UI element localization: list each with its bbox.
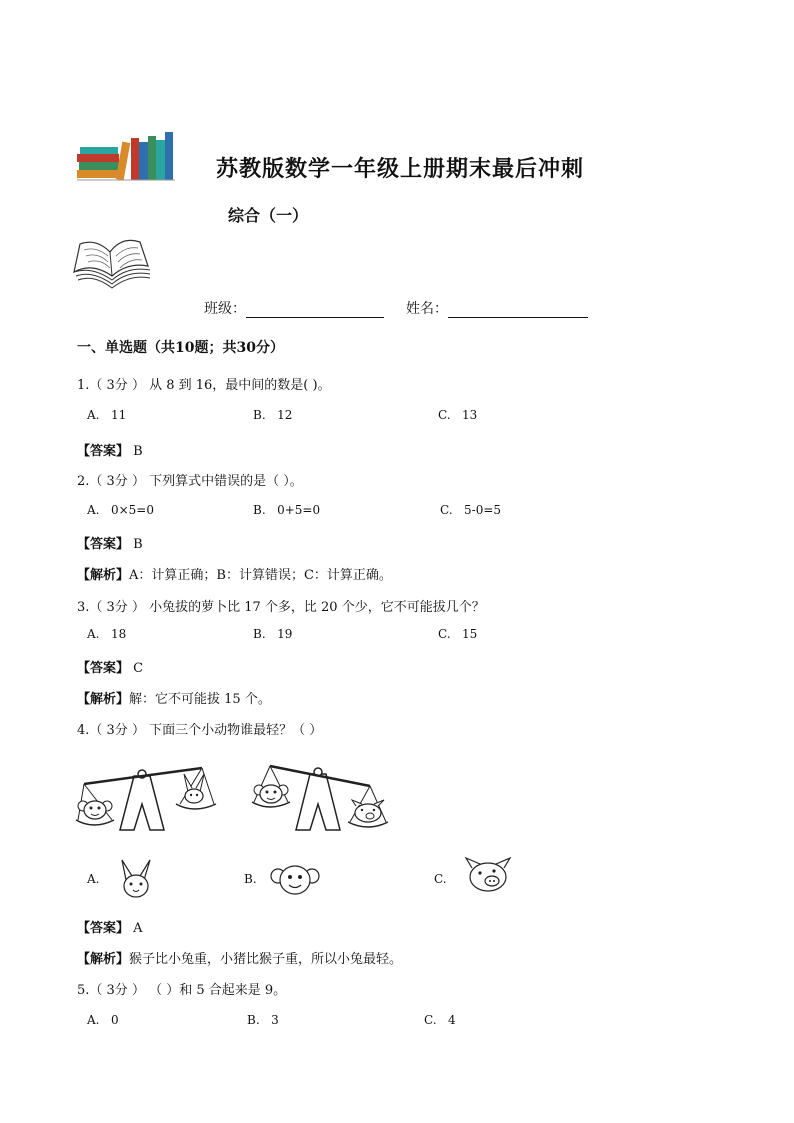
section-title: 一、单选题（共10题；共30分） — [77, 340, 284, 356]
question-1-option-b[interactable]: B. 12 — [253, 408, 293, 422]
books-stack-icon — [77, 132, 175, 182]
balance-scale-icon — [76, 764, 216, 834]
name-field[interactable] — [448, 301, 588, 318]
pig-face-icon[interactable] — [464, 856, 512, 894]
question-3-option-b[interactable]: B. 19 — [253, 627, 293, 641]
rabbit-face-icon[interactable] — [116, 858, 156, 900]
class-label: 班级： — [204, 301, 246, 317]
open-book-icon — [70, 232, 152, 294]
question-3-option-a[interactable]: A. 18 — [87, 627, 127, 641]
question-1: 1.（ 3分 ） 从 8 到 16，最中间的数是( )。 — [77, 378, 331, 393]
question-3: 3.（ 3分 ） 小兔拔的萝卜比 17 个多，比 20 个少，它不可能拔几个？ — [77, 600, 485, 615]
question-1-option-c[interactable]: C. 13 — [438, 408, 478, 422]
question-2-option-a[interactable]: A. 0×5=0 — [87, 503, 154, 517]
question-1-option-a[interactable]: A. 11 — [87, 408, 127, 422]
question-5-option-b[interactable]: B. 3 — [247, 1013, 279, 1027]
question-2-analysis: 【解析】A：计算正确；B：计算错误；C：计算正确。 — [77, 568, 392, 583]
balance-scale-icon-2 — [252, 762, 388, 834]
monkey-face-icon — [254, 785, 288, 803]
pig-face-icon — [352, 800, 384, 822]
question-4-analysis: 【解析】猴子比小兔重，小猪比猴子重，所以小兔最轻。 — [77, 952, 403, 967]
question-4-answer: 【答案】 A — [77, 921, 143, 936]
question-3-answer: 【答案】 C — [77, 661, 144, 676]
question-2: 2.（ 3分 ） 下列算式中错误的是（ ）。 — [77, 474, 303, 489]
name-label: 姓名： — [406, 301, 448, 317]
question-5: 5.（ 3分 ） （ ）和 5 合起来是 9。 — [77, 983, 287, 998]
question-4-option-c[interactable]: C. — [434, 872, 447, 886]
question-3-option-c[interactable]: C. 15 — [438, 627, 478, 641]
monkey-face-icon[interactable] — [270, 862, 320, 896]
page-title: 苏教版数学一年级上册期末最后冲刺 — [216, 156, 585, 182]
question-4-option-b[interactable]: B. — [244, 872, 257, 886]
question-1-answer: 【答案】 B — [77, 444, 143, 459]
question-5-option-c[interactable]: C. 4 — [424, 1013, 456, 1027]
student-info — [204, 298, 588, 318]
question-2-option-b[interactable]: B. 0+5=0 — [253, 503, 321, 517]
page-subtitle: 综合（一） — [228, 206, 309, 225]
rabbit-face-icon — [184, 774, 204, 803]
monkey-face-icon — [78, 801, 112, 819]
question-2-answer: 【答案】 B — [77, 537, 143, 552]
class-field[interactable] — [246, 301, 384, 318]
question-3-analysis: 【解析】解：它不可能拔 15 个。 — [77, 692, 271, 707]
question-2-option-c[interactable]: C. 5-0=5 — [440, 503, 502, 517]
question-4-option-a[interactable]: A. — [87, 872, 100, 886]
question-4: 4.（ 3分 ） 下面三个小动物谁最轻？（ ） — [77, 723, 323, 738]
question-5-option-a[interactable]: A. 0 — [87, 1013, 119, 1027]
